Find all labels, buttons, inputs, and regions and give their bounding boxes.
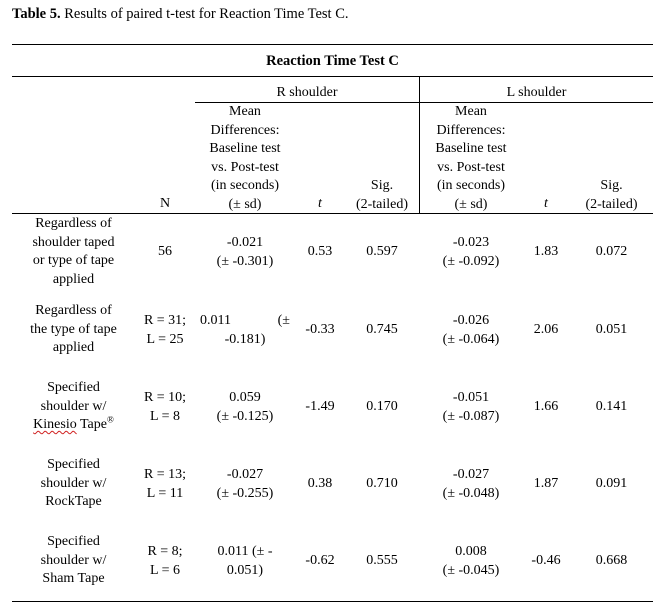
row-0-l-sig: 0.072: [595, 244, 628, 259]
row-3-r-mean: -0.027 (± -0.255): [216, 467, 274, 501]
n-header: N: [159, 196, 171, 211]
l-sig-header: Sig. (2-tailed): [585, 178, 638, 212]
table-bottom-rule: [12, 601, 653, 602]
caption-text: Results of paired t-test for Reaction Time Test C.: [60, 6, 349, 22]
row-2-r-mean: 0.059 (± -0.125): [216, 390, 274, 424]
kinesio-word: Kinesio: [33, 417, 77, 432]
row-0-l-mean: -0.023 (± -0.092): [442, 235, 500, 269]
row-3-l-t: 1.87: [533, 476, 559, 491]
r-mean-header: Mean Differences: Baseline test vs. Post-test (in seconds) (± sd): [209, 104, 281, 212]
registered-mark: ®: [106, 414, 114, 425]
row-0-r-sig: 0.597: [366, 244, 398, 259]
table-caption: [12, 6, 349, 23]
row-3-r-t: 0.38: [307, 476, 333, 491]
row-1-condition: Regardless of the type of tape applied: [30, 303, 117, 355]
row-2-l-t: 1.66: [533, 399, 559, 414]
row-2-l-sig: 0.141: [595, 399, 628, 414]
l-t-header: t: [544, 196, 548, 211]
row-1-r-mean: 0.011 (± -0.181): [200, 313, 290, 347]
row-2-n: R = 10; L = 8: [143, 390, 187, 424]
r-t-header: t: [318, 196, 322, 211]
l-shoulder-header: L shoulder: [506, 85, 567, 100]
caption-label: Table 5.: [12, 6, 61, 22]
row-2-condition: Specified shoulder w/ Kinesio Tape®: [33, 380, 114, 432]
row-0-l-t: 1.83: [533, 244, 559, 259]
row-4-l-t: -0.46: [531, 553, 561, 568]
row-1-l-t: 2.06: [533, 322, 559, 337]
title-rule: [12, 76, 653, 77]
l-mean-header: Mean Differences: Baseline test vs. Post-test (in seconds) (± sd): [435, 104, 507, 212]
table-top-rule: [12, 44, 653, 45]
row-4-l-mean: 0.008 (± -0.045): [442, 544, 500, 578]
row-3-l-sig: 0.091: [595, 476, 628, 491]
row-0-r-mean: -0.021 (± -0.301): [216, 235, 274, 269]
row-3-condition: Specified shoulder w/ RockTape: [40, 457, 107, 509]
row-4-r-t: -0.62: [305, 553, 335, 568]
row-4-l-sig: 0.668: [595, 553, 628, 568]
row-0-condition: Regardless of shoulder taped or type of tape applied: [32, 216, 115, 287]
row-4-r-mean: 0.011 (± - 0.051): [217, 544, 273, 578]
row-1-l-sig: 0.051: [595, 322, 628, 337]
row-2-l-mean: -0.051 (± -0.087): [442, 390, 500, 424]
row-1-l-mean: -0.026 (± -0.064): [442, 313, 500, 347]
table-title: Reaction Time Test C: [266, 53, 399, 69]
row-3-n: R = 13; L = 11: [143, 467, 187, 501]
r-shoulder-header: R shoulder: [276, 85, 338, 100]
row-0-n: 56: [158, 244, 172, 259]
row-4-r-sig: 0.555: [366, 553, 398, 568]
row-1-n: R = 31; L = 25: [143, 313, 187, 347]
row-3-l-mean: -0.027 (± -0.048): [442, 467, 500, 501]
row-0-r-t: 0.53: [307, 244, 333, 259]
row-2-r-sig: 0.170: [366, 399, 398, 414]
row-1-r-sig: 0.745: [366, 322, 398, 337]
r-sig-header: Sig. (2-tailed): [355, 178, 409, 212]
row-2-r-t: -1.49: [305, 399, 335, 414]
row-3-r-sig: 0.710: [366, 476, 398, 491]
row-4-n: R = 8; L = 6: [147, 544, 183, 578]
row-1-r-t: -0.33: [305, 322, 335, 337]
row-4-condition: Specified shoulder w/ Sham Tape: [40, 534, 107, 586]
